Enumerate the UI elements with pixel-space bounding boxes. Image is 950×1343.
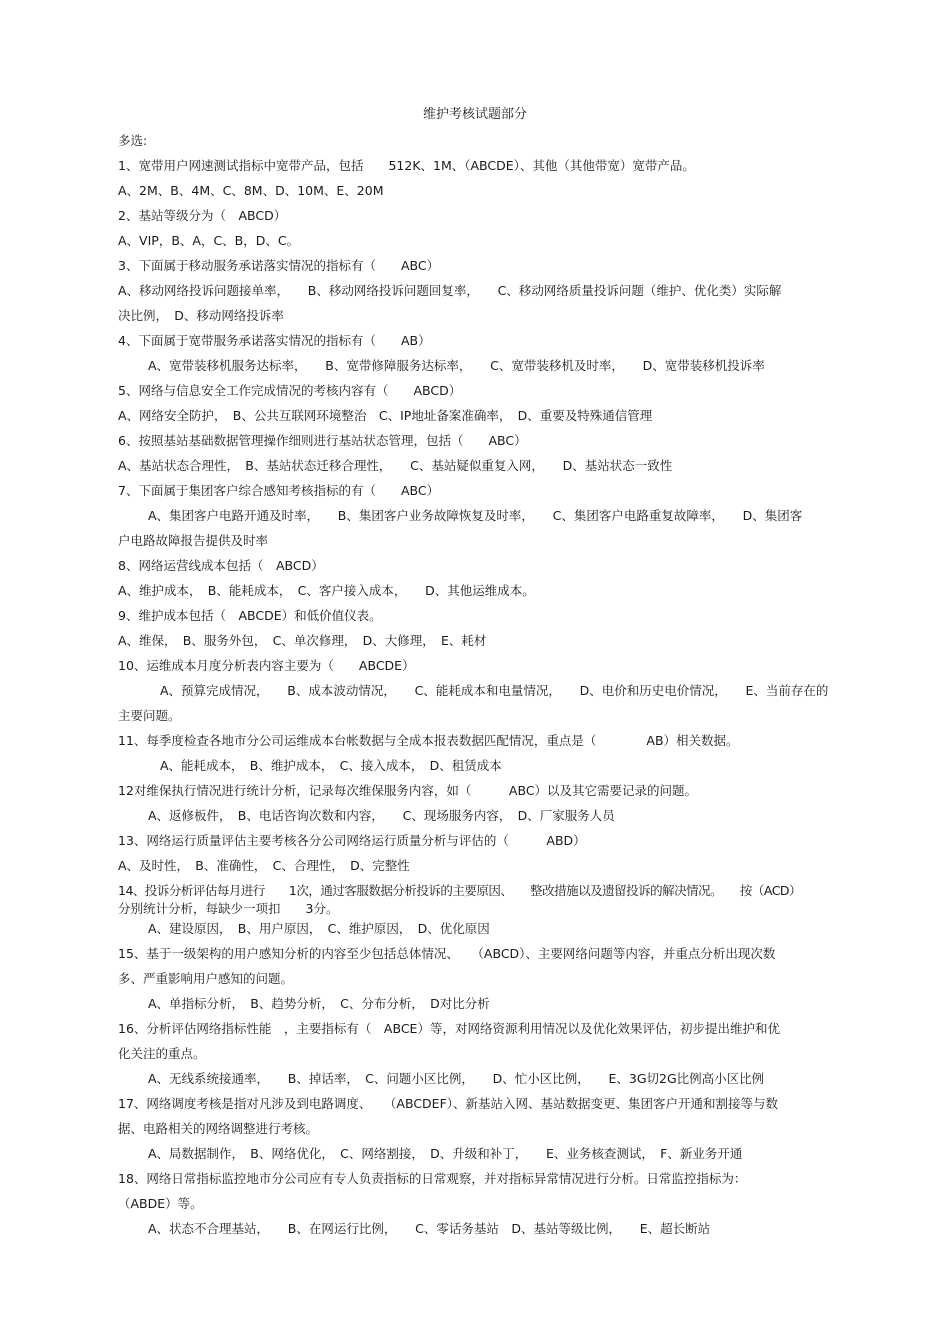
question-4: 4、下面属于宽带服务承诺落实情况的指标有（ AB）	[118, 333, 431, 348]
answer-options: A、单指标分析， B、趋势分析， C、分布分析， D对比分析	[148, 996, 490, 1011]
answer-options-cont: 决比例， D、移动网络投诉率	[118, 308, 284, 323]
answer-options: A、状态不合理基站， B、在网运行比例， C、零话务基站 D、基站等级比例， E、超长断站	[148, 1221, 711, 1236]
question-1: 1、宽带用户网速测试指标中宽带产品，包括 512K、1M、（ABCDE）、其他（其他带宽）宽带产品。	[118, 158, 695, 173]
question-16-cont: 化关注的重点。	[118, 1046, 206, 1061]
answer-options: A、无线系统接通率， B、掉话率， C、问题小区比例， D、忙小区比例， E、3G切2G比例高小区比例	[148, 1071, 765, 1086]
question-14: 14、投诉分析评估每月进行 1次，通过客服数据分析投诉的主要原因、 整改措施以及遗留投诉的解决情况。 按（ACD）	[118, 883, 802, 898]
answer-options-cont: 户电路故障报告提供及时率	[118, 533, 269, 548]
question-15-cont: 多、严重影响用户感知的问题。	[118, 971, 294, 986]
answer-options: A、移动网络投诉问题接单率， B、移动网络投诉问题回复率， C、移动网络质量投诉问题（维护、优化类）实际解	[118, 283, 782, 298]
question-18: 18、网络日常指标监控地市分公司应有专人负责指标的日常观察，并对指标异常情况进行分析。日常监控指标为：	[118, 1171, 747, 1186]
question-2: 2、基站等级分为（ ABCD）	[118, 208, 287, 223]
question-9: 9、维护成本包括（ ABCDE）和低价值仪表。	[118, 608, 382, 623]
answer-options: A、基站状态合理性， B、基站状态迁移合理性， C、基站疑似重复入网， D、基站状态一致性	[118, 458, 673, 473]
answer-options: A、维护成本， B、能耗成本， C、客户接入成本， D、其他运维成本。	[118, 583, 535, 598]
question-12: 12对维保执行情况进行统计分析，记录每次维保服务内容，如（ ABC）以及其它需要记录的问题。	[118, 783, 698, 798]
question-13: 13、网络运行质量评估主要考核各分公司网络运行质量分析与评估的（ ABD）	[118, 833, 586, 848]
answer-options: A、局数据制作， B、网络优化， C、网络割接， D、升级和补丁， E、业务核查测试， F、新业务开通	[148, 1146, 743, 1161]
answer-options: A、网络安全防护， B、公共互联网环境整治 C、IP地址备案准确率， D、重要及特殊通信管理	[118, 408, 653, 423]
answer-options: A、建设原因， B、用户原因， C、维护原因， D、优化原因	[148, 921, 490, 936]
page-title: 维护考核试题部分	[422, 107, 527, 122]
question-6: 6、按照基站基础数据管理操作细则进行基站状态管理，包括（ ABC）	[118, 433, 527, 448]
answer-options: A、VIP，B、A，C、B，D、C。	[118, 233, 300, 248]
answer-options: A、维保， B、服务外包， C、单次修理， D、大修理， E、耗材	[118, 633, 487, 648]
section-label: 多选:	[118, 133, 148, 148]
answer-options: A、2M、B、4M、C、8M、D、10M、E、20M	[118, 183, 384, 198]
answer-options: A、集团客户电路开通及时率， B、集团客户业务故障恢复及时率， C、集团客户电路重复故障率， D、集团客	[148, 508, 803, 523]
question-8: 8、网络运营线成本包括（ ABCD）	[118, 558, 324, 573]
question-17-cont: 据、电路相关的网络调整进行考核。	[118, 1121, 319, 1136]
question-15: 15、基于一级架构的用户感知分析的内容至少包括总体情况、 （ABCD）、主要网络问题等内容，并重点分析出现次数	[118, 946, 776, 961]
question-10: 10、运维成本月度分析表内容主要为（ ABCDE）	[118, 658, 415, 673]
answer-options-cont: 主要问题。	[118, 708, 181, 723]
question-17: 17、网络调度考核是指对凡涉及到电路调度、 （ABCDEF）、新基站入网、基站数据变更、集团客户开通和割接等与数	[118, 1096, 779, 1111]
question-7: 7、下面属于集团客户综合感知考核指标的有（ ABC）	[118, 483, 440, 498]
question-3: 3、下面属于移动服务承诺落实情况的指标有（ ABC）	[118, 258, 440, 273]
question-18-cont: （ABDE）等。	[118, 1196, 203, 1211]
question-11: 11、每季度检查各地市分公司运维成本台帐数据与全成本报表数据匹配情况，重点是（ AB）相关数据。	[118, 733, 739, 748]
answer-options: A、能耗成本， B、维护成本， C、接入成本， D、租赁成本	[160, 758, 502, 773]
answer-options: A、及时性， B、准确性， C、合理性， D、完整性	[118, 858, 410, 873]
answer-options: A、宽带装移机服务达标率， B、宽带修障服务达标率， C、宽带装移机及时率， D、宽带装移机投诉率	[148, 358, 765, 373]
question-5: 5、网络与信息安全工作完成情况的考核内容有（ ABCD）	[118, 383, 462, 398]
question-16: 16、分析评估网络指标性能 ，主要指标有（ ABCE）等，对网络资源利用情况以及优化效果评估，初步提出维护和优	[118, 1021, 780, 1036]
answer-options: A、预算完成情况， B、成本波动情况， C、能耗成本和电量情况， D、电价和历史电价情况， E、当前存在的	[160, 683, 829, 698]
answer-options: A、返修板件， B、电话咨询次数和内容， C、现场服务内容， D、厂家服务人员	[148, 808, 615, 823]
question-14-cont: 分别统计分析，每缺少一项扣 3分。	[118, 901, 339, 916]
